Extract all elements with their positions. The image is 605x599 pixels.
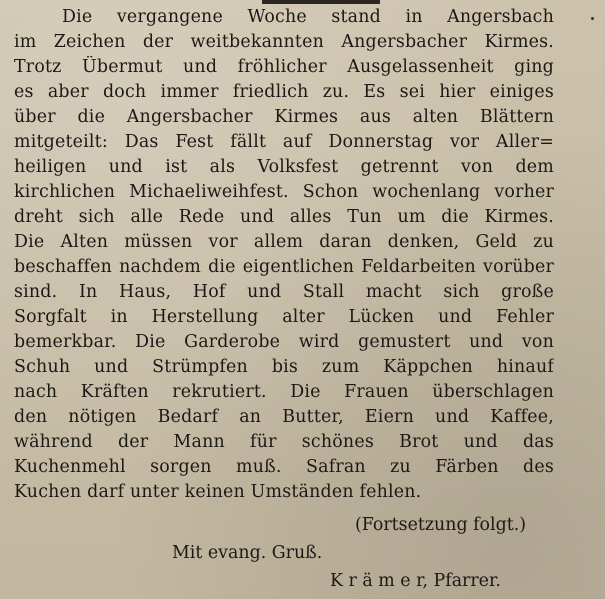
- article-line: über die Angersbacher Kirmes aus alten Blättern: [14, 107, 554, 127]
- article-line: dreht sich alle Rede und alles Tun um die Kirmes.: [14, 207, 554, 227]
- author-signature: K r ä m e r, Pfarrer.: [330, 571, 501, 591]
- article-line: Schuh und Strümpfen bis zum Käppchen hinauf: [14, 357, 554, 377]
- article-line: Die vergangene Woche stand in Angersbach: [62, 7, 554, 27]
- article-line: Kuchenmehl sorgen muß. Safran zu Färben des: [14, 457, 554, 477]
- article-line: beschaffen nachdem die eigentlichen Feldarbeiten vorüber: [14, 257, 554, 277]
- article-line: bemerkbar. Die Garderobe wird gemustert und von: [14, 332, 554, 352]
- article-line: während der Mann für schönes Brot und das: [14, 432, 554, 452]
- article-line: heiligen und ist als Volksfest getrennt von dem: [14, 157, 554, 177]
- article-line: im Zeichen der weitbekannten Angersbacher Kirmes.: [14, 32, 554, 52]
- article-line: nach Kräften rekrutiert. Die Frauen überschlagen: [14, 382, 554, 402]
- article-line: Trotz Übermut und fröhlicher Ausgelassenheit ging: [14, 57, 554, 77]
- closing-greeting: Mit evang. Gruß.: [172, 543, 323, 563]
- article-line: mitgeteilt: Das Fest fällt auf Donnerstag vor Aller=: [14, 132, 554, 152]
- margin-mark: [591, 17, 594, 20]
- article-line: Die Alten müssen vor allem daran denken, Geld zu: [14, 232, 554, 252]
- article-line: es aber doch immer friedlich zu. Es sei hier einiges: [14, 82, 554, 102]
- article-line: Kuchen darf unter keinen Umständen fehlen.: [14, 482, 422, 502]
- article-line: kirchlichen Michaeliweihfest. Schon wochenlang vorher: [14, 182, 554, 202]
- article-line: den nötigen Bedarf an Butter, Eiern und Kaffee,: [14, 407, 554, 427]
- article-line: sind. In Haus, Hof und Stall macht sich große: [14, 282, 554, 302]
- continuation-note: (Fortsetzung folgt.): [355, 515, 527, 535]
- article-line: Sorgfalt in Herstellung alter Lücken und Fehler: [14, 307, 554, 327]
